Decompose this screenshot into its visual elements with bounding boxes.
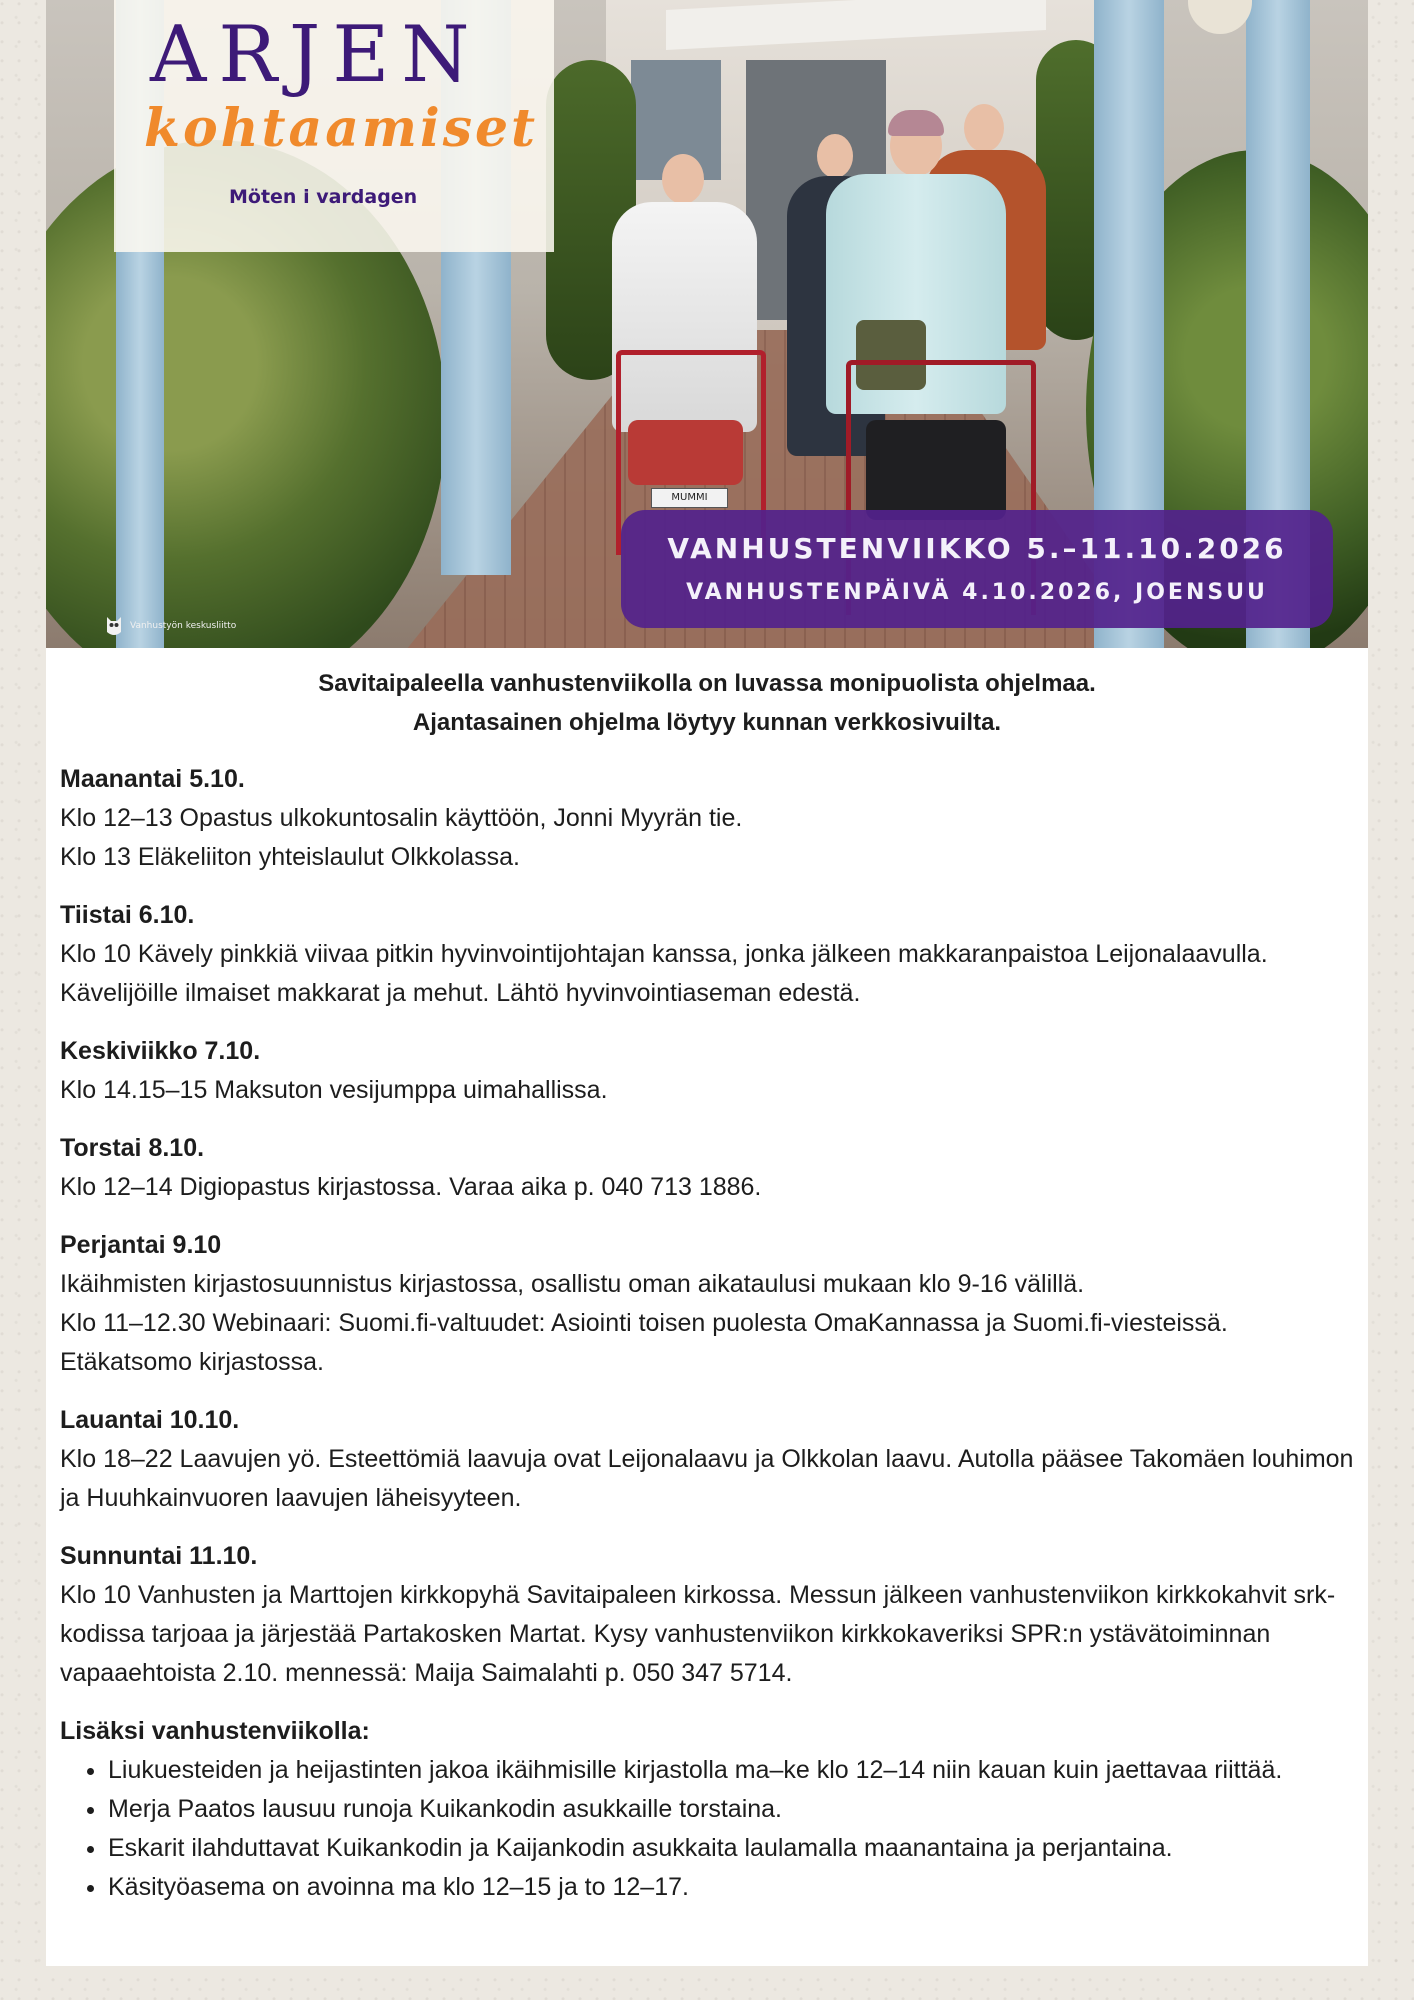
program-line: Klo 10 Vanhusten ja Marttojen kirkkopyhä Savitaipaleen kirkossa. Messun jälkeen vanhustenviikon kirkkokahvit srk-kodissa tarjoaa ja järjestää Partakosken Martat. Kysy vanhustenviikon kirkkokaveriksi SPR:n ystävätoiminnan vapaaehtoista 2.10. mennessä: Maija Saimalahti p. 050 347 5714. xyxy=(60,1581,1336,1687)
rollator-basket xyxy=(628,420,743,485)
day-heading: Maanantai 5.10. xyxy=(60,765,245,793)
program-line: Klo 14.15–15 Maksuton vesijumppa uimahallissa. xyxy=(60,1076,608,1104)
wall-lamp xyxy=(1188,0,1252,34)
organizer-credit xyxy=(104,614,236,638)
day-sunday xyxy=(60,1537,1360,1693)
day-date-location: VANHUSTENPÄIVÄ 4.10.2026, JOENSUU xyxy=(686,580,1268,605)
day-monday xyxy=(60,760,1360,877)
extras-section xyxy=(60,1712,1360,1907)
program-line: Klo 18–22 Laavujen yö. Esteettömiä laavuja ovat Leijonalaavu ja Olkkolan laavu. Autolla pääsee Takomäen louhimon ja Huuhkainvuoren laavujen läheisyyteen. xyxy=(60,1445,1354,1512)
organizer-name: Vanhustyön keskusliitto xyxy=(130,621,237,631)
owl-logo-icon xyxy=(104,614,124,638)
intro-line: Savitaipaleella vanhustenviikolla on luvassa monipuolista ohjelmaa. xyxy=(318,670,1096,697)
day-heading: Keskiviikko 7.10. xyxy=(60,1037,261,1065)
program-line: Klo 12–13 Opastus ulkokuntosalin käyttöön, Jonni Myyrän tie. xyxy=(60,804,743,832)
day-heading: Tiistai 6.10. xyxy=(60,901,195,929)
day-tuesday xyxy=(60,896,1360,1013)
day-wednesday xyxy=(60,1032,1360,1110)
poster-sheet xyxy=(46,0,1368,1966)
rollator-bag xyxy=(866,420,1006,520)
program-line: Ikäihmisten kirjastosuunnistus kirjastossa, osallistu oman aikataulusi mukaan klo 9-16 välillä. xyxy=(60,1270,1085,1298)
list-item: • Liukuesteiden ja heijastinten jakoa ikäihmisille kirjastolla ma–ke klo 12–14 niin kauan kuin jaettavaa riittää. xyxy=(108,1751,1360,1790)
day-heading: Lauantai 10.10. xyxy=(60,1406,240,1434)
list-item: • Käsityöasema on avoinna ma klo 12–15 ja to 12–17. xyxy=(108,1868,1360,1907)
intro xyxy=(46,664,1368,742)
walker-name-plate: MUMMI xyxy=(651,488,728,508)
logo-subtitle: kohtaamiset xyxy=(144,98,539,159)
intro-line: Ajantasainen ohjelma löytyy kunnan verkkosivuilta. xyxy=(412,709,1002,736)
program-line: Klo 10 Kävely pinkkiä viivaa pitkin hyvinvointijohtajan kanssa, jonka jälkeen makkaranpaistoa Leijonalaavulla. Kävelijöille ilmaiset makkarat ja mehut. Lähtö hyvinvointiaseman edestä. xyxy=(60,940,1268,1007)
day-saturday xyxy=(60,1401,1360,1518)
day-heading: Perjantai 9.10 xyxy=(60,1231,222,1259)
list-item: • Eskarit ilahduttavat Kuikankodin ja Kaijankodin asukkaita laulamalla maanantaina ja perjantaina. xyxy=(108,1829,1360,1868)
program-line: Klo 13 Eläkeliiton yhteislaulut Olkkolassa. xyxy=(60,843,520,871)
knit-hat xyxy=(888,110,944,136)
logo-tagline: Möten i vardagen xyxy=(229,186,418,208)
banner-photo xyxy=(46,0,1368,648)
list-item: • Merja Paatos lausuu runoja Kuikankodin asukkaille torstaina. xyxy=(108,1790,1360,1829)
event-dates-badge xyxy=(621,510,1333,628)
day-heading: Torstai 8.10. xyxy=(60,1134,205,1162)
week-dates: VANHUSTENVIIKKO 5.–11.10.2026 xyxy=(667,532,1287,565)
day-heading: Sunnuntai 11.10. xyxy=(60,1542,258,1570)
day-thursday xyxy=(60,1129,1360,1207)
logo-title: ARJEN xyxy=(150,10,482,100)
day-friday xyxy=(60,1226,1360,1382)
program-line: Klo 12–14 Digiopastus kirjastossa. Varaa aika p. 040 713 1886. xyxy=(60,1173,762,1201)
campaign-logo xyxy=(114,0,554,252)
extras-heading: Lisäksi vanhustenviikolla: xyxy=(60,1717,370,1745)
program xyxy=(60,760,1360,1907)
program-line: Klo 11–12.30 Webinaari: Suomi.fi-valtuudet: Asiointi toisen puolesta OmaKannassa ja Suomi.fi-viesteissä. Etäkatsomo kirjastossa. xyxy=(60,1309,1228,1376)
extras-list xyxy=(60,1751,1360,1907)
